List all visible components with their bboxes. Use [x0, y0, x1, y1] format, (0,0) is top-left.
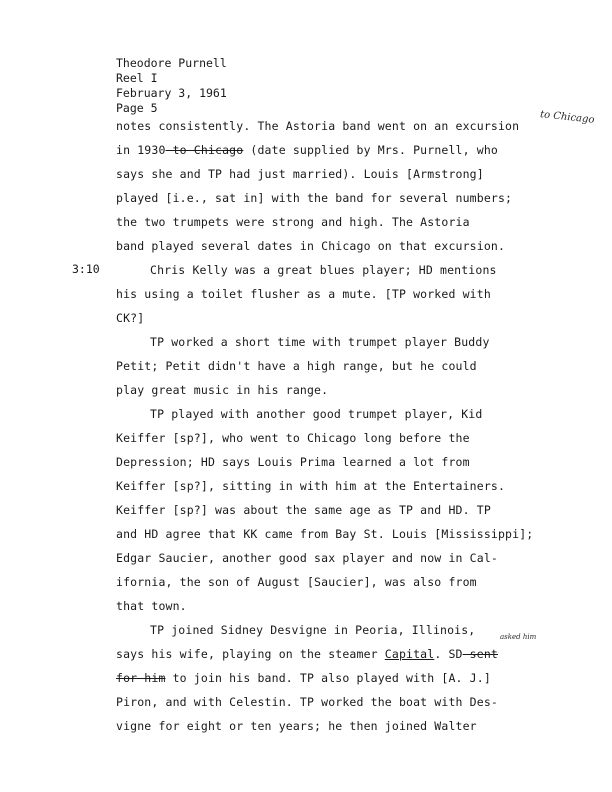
line-text: played [i.e., sat in] with the band for several numbers;: [116, 191, 513, 205]
line-text: notes consistently. The Astoria band went on an excursion: [116, 119, 520, 133]
line-text: and HD agree that KK came from Bay St. Louis [Mississippi];: [116, 527, 534, 541]
line-text: vigne for eight or ten years; he then joined Walter: [116, 719, 477, 733]
text-line: [150, 623, 475, 637]
line-text: Edgar Saucier, another good sax player and now in Cal-: [116, 551, 498, 565]
text-line: [116, 311, 144, 325]
line-text: Chris Kelly was a great blues player; HD mentions: [150, 263, 497, 277]
text-line: [116, 695, 498, 709]
time-mark: 3:10: [72, 262, 100, 276]
text-line: [150, 263, 497, 277]
line-text: CK?]: [116, 311, 145, 325]
text-line: [116, 647, 498, 661]
handwritten-insert-chicago: to Chicago: [539, 109, 595, 126]
interview-date: February 3, 1961: [116, 86, 227, 100]
reel-label: Reel I: [116, 71, 158, 85]
text-line: [116, 191, 512, 205]
line-text: Keiffer [sp?], who went to Chicago long before the: [116, 431, 470, 445]
text-line: [116, 119, 519, 133]
struck-text: to Chicago: [165, 143, 244, 157]
text-line: [116, 455, 470, 469]
line-text: Keiffer [sp?] was about the same age as TP and HD. TP: [116, 503, 491, 517]
line-text: Keiffer [sp?], sitting in with him at the Entertainers.: [116, 479, 506, 493]
line-text: ifornia, the son of August [Saucier], was also from: [116, 575, 477, 589]
text-line: [116, 599, 187, 613]
text-line: [116, 503, 491, 517]
text-line: [116, 527, 533, 541]
line-text: TP worked a short time with trumpet player Buddy: [150, 335, 490, 349]
line-text: that town.: [116, 599, 187, 613]
text-line: [116, 167, 484, 181]
line-text: TP joined Sidney Desvigne in Peoria, Illinois,: [150, 623, 476, 637]
line-text: Depression; HD says Louis Prima learned a lot from: [116, 455, 470, 469]
line-text: TP played with another good trumpet player, Kid: [150, 407, 483, 421]
line-text: band played several dates in Chicago on that excursion.: [116, 239, 506, 253]
text-line: [116, 551, 498, 565]
text-line: [150, 335, 490, 349]
line-text: Piron, and with Celestin. TP worked the boat with Des-: [116, 695, 498, 709]
line-text: play great music in his range.: [116, 383, 329, 397]
text-line: [116, 431, 470, 445]
text-line: [116, 671, 491, 685]
text-line: [116, 359, 477, 373]
text-line: [150, 407, 482, 421]
text-line: [116, 479, 505, 493]
line-text: his using a toilet flusher as a mute. [TP worked with: [116, 287, 491, 301]
text-line: [116, 287, 491, 301]
interviewee-name: Theodore Purnell: [116, 56, 227, 70]
text-line: [116, 143, 498, 157]
line-text: says she and TP had just married). Louis [Armstrong]: [116, 167, 484, 181]
struck-text: sent: [462, 647, 498, 661]
line-text: (date supplied by Mrs. Purnell, who: [243, 143, 498, 157]
page-number: Page 5: [116, 101, 158, 115]
line-text: to join his band. TP also played with [A. J.]: [165, 671, 491, 685]
text-line: [116, 383, 328, 397]
transcript-header: [116, 56, 227, 116]
text-line: [116, 215, 470, 229]
line-text: says his wife, playing on the steamer: [116, 647, 385, 661]
line-text: in 1930: [116, 143, 166, 157]
struck-text: for him: [116, 671, 166, 685]
handwritten-insert-asked: asked him: [500, 633, 537, 641]
text-line: [116, 575, 477, 589]
line-text: Petit; Petit didn't have a high range, but he could: [116, 359, 477, 373]
line-text: the two trumpets were strong and high. The Astoria: [116, 215, 470, 229]
line-text: . SD: [434, 647, 463, 661]
text-line: [116, 719, 477, 733]
text-line: [116, 239, 505, 253]
underlined-text: Capital: [384, 647, 435, 661]
